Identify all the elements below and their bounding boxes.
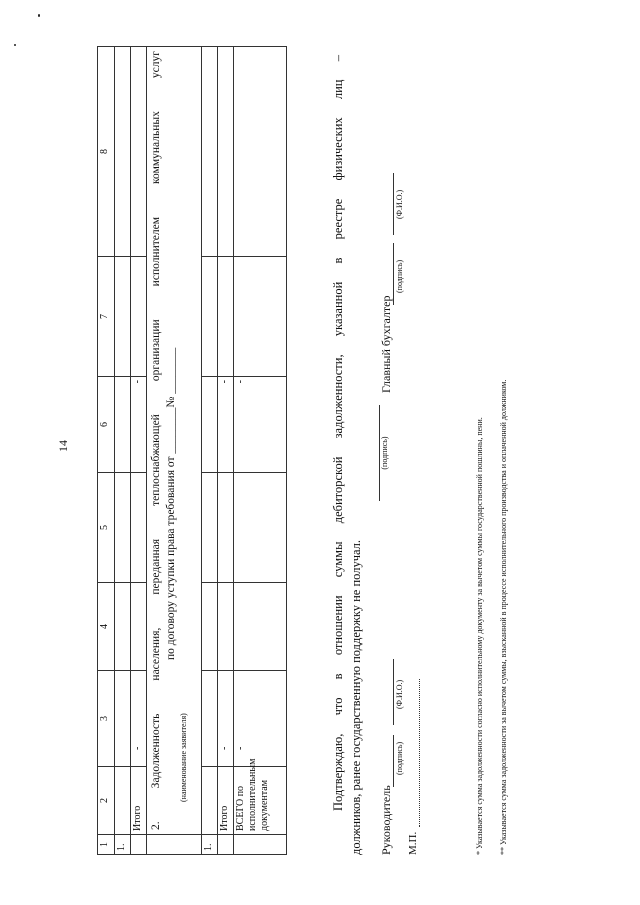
table-row-itogo xyxy=(131,47,147,855)
rotated-page-content xyxy=(97,47,537,855)
head-label: Руководитель xyxy=(379,785,393,855)
dash-cell: - xyxy=(131,377,147,473)
dash-cell: - xyxy=(234,377,287,473)
row-number: 1. xyxy=(202,835,218,855)
accountant-signature-line xyxy=(393,243,394,305)
head-name-line xyxy=(393,659,394,725)
table-row-itogo xyxy=(218,47,234,855)
footnote-1: * Указывается сумма задолженности согласно исполнительному документу за вычетом суммы государственной пошлины, пени. xyxy=(475,417,484,855)
itogo-label: Итого xyxy=(218,767,234,835)
head-signature-line xyxy=(393,735,394,787)
header-cell: 1 xyxy=(98,835,115,855)
stamp-place-label: М.П. xyxy=(407,831,419,855)
row-number: 1. xyxy=(115,835,131,855)
header-cell: 7 xyxy=(98,257,115,377)
accountant-signature-caption: (подпись) xyxy=(395,259,404,293)
header-cell: 4 xyxy=(98,583,115,671)
table-row-total xyxy=(234,47,287,855)
applicant-caption: (наименование заявителя) xyxy=(179,713,188,802)
section-2-row xyxy=(147,47,202,855)
table-header-row xyxy=(98,47,115,855)
table-row xyxy=(115,47,131,855)
confirmation-line-2: должников, ранее государственную поддержку не получал. xyxy=(349,539,363,855)
speck-mark xyxy=(38,14,40,17)
header-cell: 2 xyxy=(98,767,115,835)
dash-cell: - xyxy=(218,377,234,473)
confirmation-line-1: Подтверждаю, что в отношении суммы дебиторской задолженности, указанной в реестре физических лиц – xyxy=(331,55,345,811)
registry-table xyxy=(97,46,287,855)
section-2-heading: 2. Задолженность населения, переданная теплоснабжающей организации исполнителем коммунальных услуг xyxy=(150,51,162,830)
dash-cell: - xyxy=(131,671,147,767)
head-signature-caption: (подпись) xyxy=(395,741,404,775)
header-cell: 5 xyxy=(98,473,115,583)
stamp-line xyxy=(419,679,420,827)
header-cell: 3 xyxy=(98,671,115,767)
page-number: 14 xyxy=(56,440,70,452)
head-name-caption: (Ф.И.О.) xyxy=(395,679,404,709)
section-2-contract: по договору уступки права требования от ________№ ________ xyxy=(165,347,177,660)
speck-mark xyxy=(14,44,16,46)
total-label: ВСЕГО по исполнительным документам xyxy=(234,767,287,835)
header-cell: 6 xyxy=(98,377,115,473)
table-row xyxy=(202,47,218,855)
signature-caption: (подпись) xyxy=(379,405,389,501)
accountant-name-line xyxy=(393,173,394,235)
itogo-label: Итого xyxy=(131,767,147,835)
confirmation-text xyxy=(329,55,365,855)
dash-cell: - xyxy=(218,671,234,767)
header-cell: 8 xyxy=(98,47,115,257)
accountant-name-caption: (Ф.И.О.) xyxy=(395,189,404,219)
footnote-2: ** Указывается сумма задолженности за вычетом суммы, взысканной в процессе исполнительного производства и оплаченной должником. xyxy=(499,379,508,855)
chief-accountant-label: Главный бухгалтер xyxy=(379,295,393,393)
dash-cell: - xyxy=(234,671,287,767)
